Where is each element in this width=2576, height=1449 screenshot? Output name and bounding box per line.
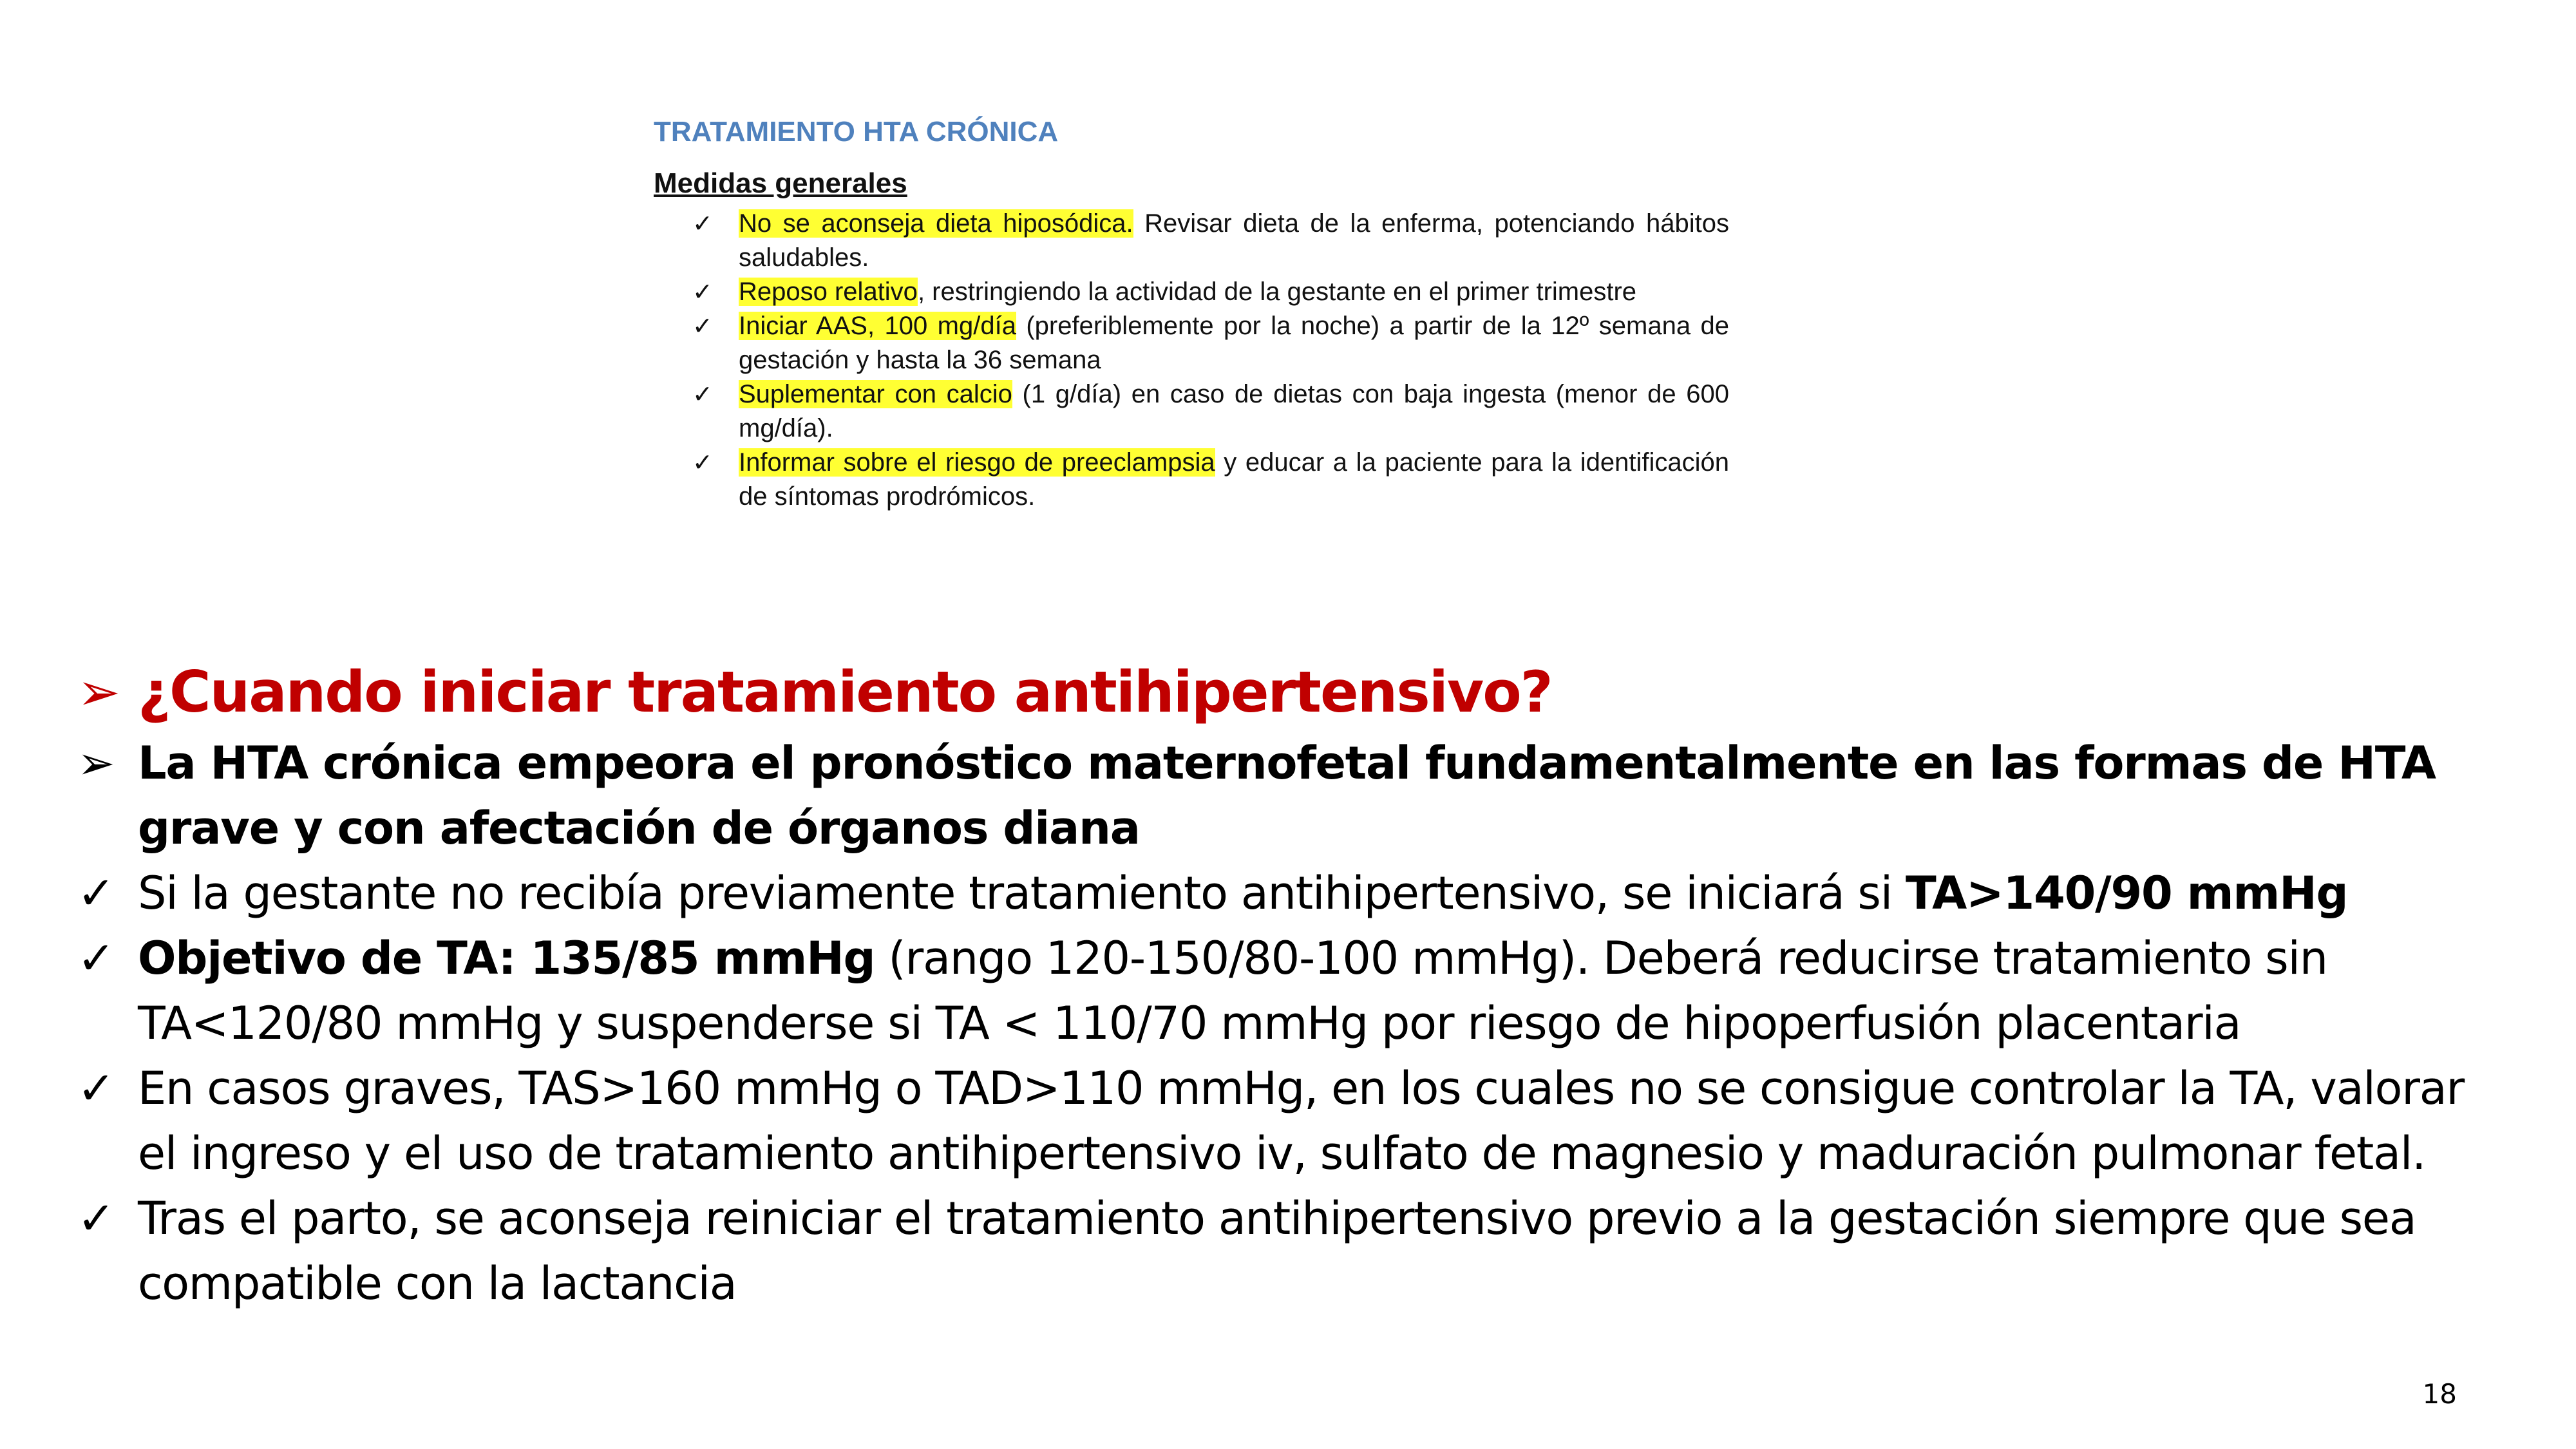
check-mark-icon: ✓ [77,932,115,985]
excerpt-item-highlight: Reposo relativo [739,278,918,306]
question-text: ¿Cuando iniciar tratamiento antihipertensivo? [138,659,1552,725]
list-item-text-after: (rango 120-150/80-100 mmHg). Deberá reducirse tratamiento sin TA<120/80 mmHg y suspenderse si TA < 110/70 mmHg por riesgo de hipoperfusión placentaria [138,932,2327,1050]
arrow-bullet-icon: ➢ [77,662,120,722]
excerpt-item-text: y educar a la paciente para la identificación de síntomas prodrómicos. [739,448,1730,511]
list-item [77,861,2512,926]
excerpt-item-text: (preferiblemente por la noche) a partir de la 12º semana de gestación y hasta la 36 semana [739,312,1729,374]
document-excerpt [654,113,1729,514]
excerpt-item-text: (1 g/día) en caso de dietas con baja ingesta (menor de 600 mg/día). [739,380,1729,442]
page-number: 18 [2422,1378,2457,1410]
check-mark-icon: ✓ [692,380,713,408]
check-mark-icon: ✓ [77,867,115,920]
check-mark-icon: ✓ [692,312,713,340]
list-item-bold: Objetivo de TA: 135/85 mmHg [138,932,875,985]
excerpt-subtitle: Medidas generales [654,167,907,199]
list-item-text: Tras el parto, se aconseja reiniciar el tratamiento antihipertensivo previo a la gestación siempre que sea compatible con la lactancia [138,1192,2416,1310]
list-item-text: En casos graves, TAS>160 mmHg o TAD>110 mmHg, en los cuales no se consigue controlar la TA, valorar el ingreso y el uso de tratamiento antihipertensivo iv, sulfato de magnesio y maduración pulmonar fetal. [138,1062,2465,1180]
list-item-bold: TA>140/90 mmHg [1906,867,2348,920]
statement-text: La HTA crónica empeora el pronóstico maternofetal fundamentalmente en las formas de HTA grave y con afectación de órganos diana [138,737,2436,855]
excerpt-item [654,309,1729,377]
list-item-text: Si la gestante no recibía previamente tratamiento antihipertensivo, se iniciará si [138,867,1906,920]
question-heading [77,654,2512,731]
slide-body [77,654,2512,1316]
excerpt-item-highlight: Iniciar AAS, 100 mg/día [739,312,1016,340]
excerpt-item-text: Revisar dieta de la enferma, potenciando hábitos saludables. [739,209,1729,272]
excerpt-list [654,207,1729,514]
excerpt-title: TRATAMIENTO HTA CRÓNICA [654,116,1059,147]
check-mark-icon: ✓ [77,1062,115,1115]
excerpt-item-highlight: Informar sobre el riesgo de preeclampsia [739,448,1215,477]
excerpt-item [654,275,1729,309]
list-item [77,926,2512,1056]
check-mark-icon: ✓ [692,209,713,238]
excerpt-item-highlight: No se aconseja dieta hiposódica. [739,209,1133,238]
excerpt-item [654,207,1729,275]
list-item [77,1186,2512,1316]
excerpt-item-highlight: Suplementar con calcio [739,380,1012,408]
check-mark-icon: ✓ [77,1192,115,1245]
excerpt-item [654,377,1729,446]
statement-item [77,731,2512,861]
check-mark-icon: ✓ [692,448,713,477]
excerpt-item-text: , restringiendo la actividad de la gestante en el primer trimestre [917,278,1637,306]
list-item [77,1056,2512,1186]
excerpt-item [654,446,1729,514]
arrow-bullet-icon: ➢ [77,737,115,790]
check-mark-icon: ✓ [692,278,713,306]
